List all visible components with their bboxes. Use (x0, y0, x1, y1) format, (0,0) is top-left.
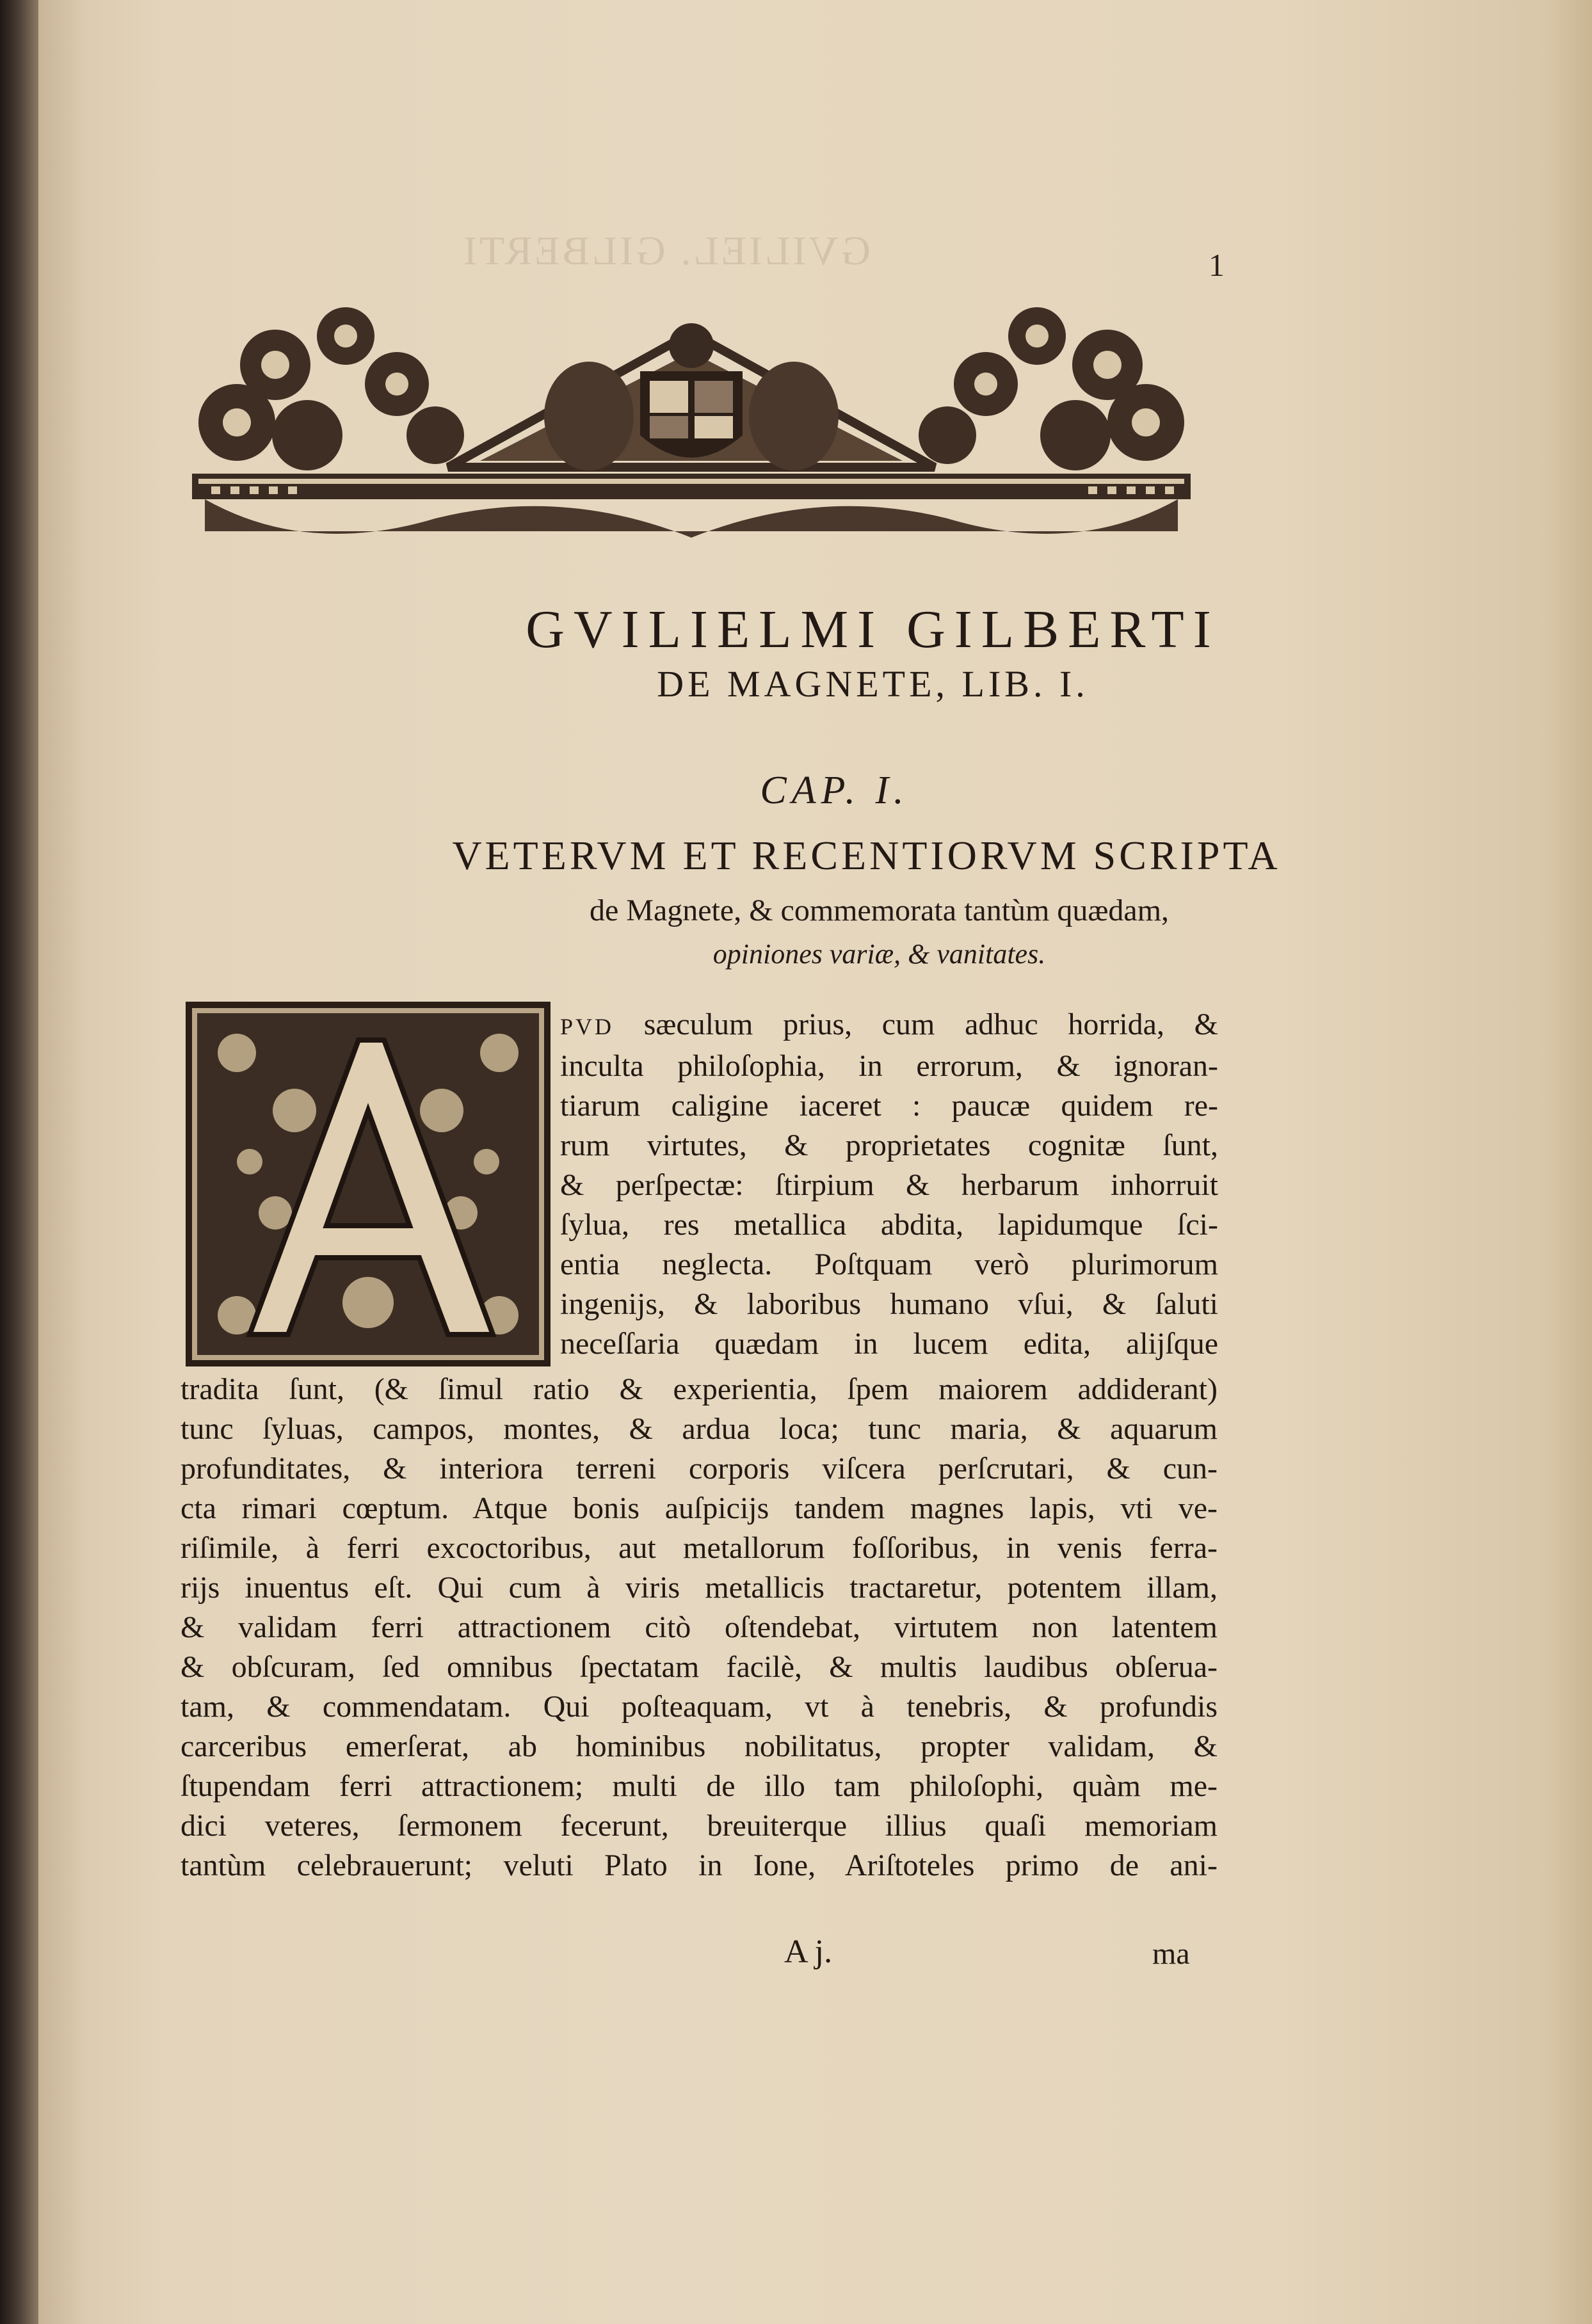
text-line: tiarum caligine iaceret : paucæ quidem re- (560, 1089, 1218, 1123)
book-gutter (0, 0, 38, 2324)
text-line: tradita ſunt, (& ſimul ratio & experientia, ſpem maiorem addiderant) (181, 1372, 1218, 1406)
ornamental-headpiece (179, 275, 1203, 563)
book-subtitle: DE MAGNETE, LIB. I. (657, 663, 1089, 705)
indented-paragraph (560, 1005, 1218, 1364)
book-title: GVILIELMI GILBERTI (526, 600, 1220, 659)
text-line: PVD sæculum prius, cum adhuc horrida, & (560, 1007, 1218, 1041)
page-number: 1 (1209, 247, 1225, 283)
chapter-number: CAP. I. (760, 769, 909, 812)
text-line: entia neglecta. Poſtquam verò plurimorum (560, 1247, 1218, 1281)
text-line: & perſpectæ: ſtirpium & herbarum inhorruit (560, 1168, 1218, 1202)
first-word-smallcaps: PVD (560, 1014, 615, 1039)
text-line: ſylua, res metallica abdita, lapidumque ſci- (560, 1208, 1218, 1242)
chapter-subheading-1: de Magnete, & commemorata tantùm quædam, (589, 894, 1170, 927)
text-line: inculta philoſophia, in errorum, & ignoran- (560, 1049, 1218, 1083)
text-line: rum virtutes, & proprietates cognitæ ſunt, (560, 1128, 1218, 1162)
full-width-paragraph (181, 1370, 1218, 1886)
chapter-subheading-2: opiniones variæ, & vanitates. (712, 938, 1046, 970)
text-line: cta rimari cœptum. Atque bonis auſpicijs tandem magnes lapis, vti ve- (181, 1491, 1218, 1525)
text-line: riſimile, à ferri excoctoribus, aut metallorum foſſoribus, in venis ferra- (181, 1531, 1218, 1565)
catchword: ma (1152, 1937, 1190, 1971)
text-line: & validam ferri attractionem citò oſtendebat, virtutem non latentem (181, 1610, 1218, 1644)
text-line: ingenijs, & laboribus humano vſui, & ſaluti (560, 1287, 1218, 1321)
text-line: tantùm celebrauerunt; veluti Plato in Ione, Ariſtoteles primo de ani- (181, 1848, 1218, 1882)
text-line: profunditates, & interiora terreni corporis viſcera perſcrutari, & cun- (181, 1452, 1218, 1486)
text-line: rijs inuentus eſt. Qui cum à viris metallicis tractaretur, potentem illam, (181, 1571, 1218, 1605)
chapter-heading: VETERVM ET RECENTIORVM SCRIPTA (452, 833, 1281, 878)
text-line: neceſſaria quædam in lucem edita, alijſque (560, 1327, 1218, 1361)
signature-mark: A j. (784, 1934, 833, 1970)
bleed-through-text: GVILIEL. GILBERTI (461, 228, 871, 273)
text-line: dici veteres, ſermonem fecerunt, breuiterque illius quaſi memoriam (181, 1809, 1218, 1843)
text-line: & obſcuram, ſed omnibus ſpectatam facilè, & multis laudibus obſerua- (181, 1650, 1218, 1684)
text-line: carceribus emerſerat, ab hominibus nobilitatus, propter validam, & (181, 1729, 1218, 1763)
text-line: ſtupendam ferri attractionem; multi de illo tam philoſophi, quàm me- (181, 1769, 1218, 1803)
decorated-initial-a (186, 1002, 551, 1366)
text-line: tunc ſyluas, campos, montes, & ardua loca; tunc maria, & aquarum (181, 1412, 1218, 1446)
text-line: tam, & commendatam. Qui poſteaquam, vt à tenebris, & profundis (181, 1690, 1218, 1724)
